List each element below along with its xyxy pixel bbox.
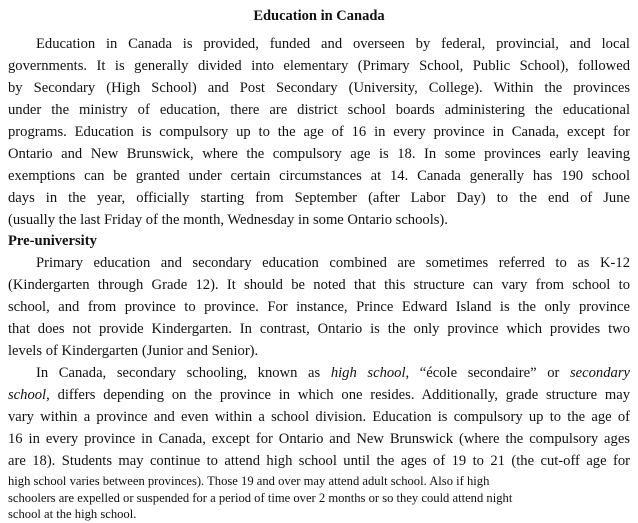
paragraph-3-small-line: high school varies between provinces). Those 19 and over may attend adult school. Also if high	[8, 474, 490, 488]
text-run: , differs depending on the province in which one resides. Additionally, grade structure may	[46, 387, 630, 403]
paragraph-3-line	[36, 363, 630, 383]
paragraph-1-line: by Secondary (High School) and Post Secondary (University, College). Within the provinces	[8, 80, 630, 96]
paragraph-2-line: that does not provide Kindergarten. In contrast, Ontario is the only province which provides two	[8, 321, 630, 337]
paragraph-1-line: governments. It is generally divided into elementary (Primary School, Public School), followed	[8, 58, 630, 74]
paragraph-1-line: days in the year, officially starting from September (after Labor Day) to the end of June	[8, 190, 630, 206]
italic-term-secondary: secondary	[570, 365, 630, 381]
paragraph-1-line: Education in Canada is provided, funded and overseen by federal, provincial, and local	[36, 36, 630, 52]
section-heading: Pre-university	[8, 233, 97, 249]
paragraph-3-line: 16 in every province in Canada, except for Ontario and New Brunswick (where the compulsory ages	[8, 431, 630, 447]
paragraph-3-line	[8, 385, 630, 405]
text-run: , “école secondaire” or	[405, 365, 570, 381]
paragraph-1-line: under the ministry of education, there are district school boards administering the educational	[8, 102, 630, 118]
text-run: In Canada, secondary schooling, known as	[36, 365, 331, 381]
paragraph-1-line: programs. Education is compulsory up to the age of 16 in every province in Canada, except for	[8, 124, 630, 140]
paragraph-1-line: Ontario and New Brunswick, where the compulsory age is 18. In some provinces early leaving	[8, 146, 630, 162]
italic-term-high-school: high school	[330, 365, 406, 381]
paragraph-3-line: are 18). Students may continue to attend high school until the ages of 19 to 21 (the cut-off age for	[8, 453, 630, 469]
paragraph-2-line: (Kindergarten through Grade 12). It should be noted that this structure can vary from school to	[8, 277, 630, 293]
paragraph-2-line: school, and from province to province. For instance, Prince Edward Island is the only province	[8, 299, 630, 315]
paragraph-3-small-line: schoolers are expelled or suspended for a period of time over 2 months or so they could attend night	[8, 491, 513, 505]
document-title: Education in Canada	[253, 8, 385, 24]
paragraph-3-small-line: school at the high school.	[8, 507, 137, 521]
paragraph-3-line: vary within a province and even within a school division. Education is compulsory up to the age of	[8, 409, 630, 425]
paragraph-1-line: exemptions can be granted under certain circumstances at 14. Canada generally has 190 school	[8, 168, 630, 184]
paragraph-2-line: Primary education and secondary education combined are sometimes referred to as K-12	[36, 255, 630, 271]
paragraph-1-line: (usually the last Friday of the month, Wednesday in some Ontario schools).	[8, 212, 448, 228]
italic-term-school: school	[8, 387, 47, 403]
paragraph-2-line: levels of Kindergarten (Junior and Senior).	[8, 343, 259, 359]
